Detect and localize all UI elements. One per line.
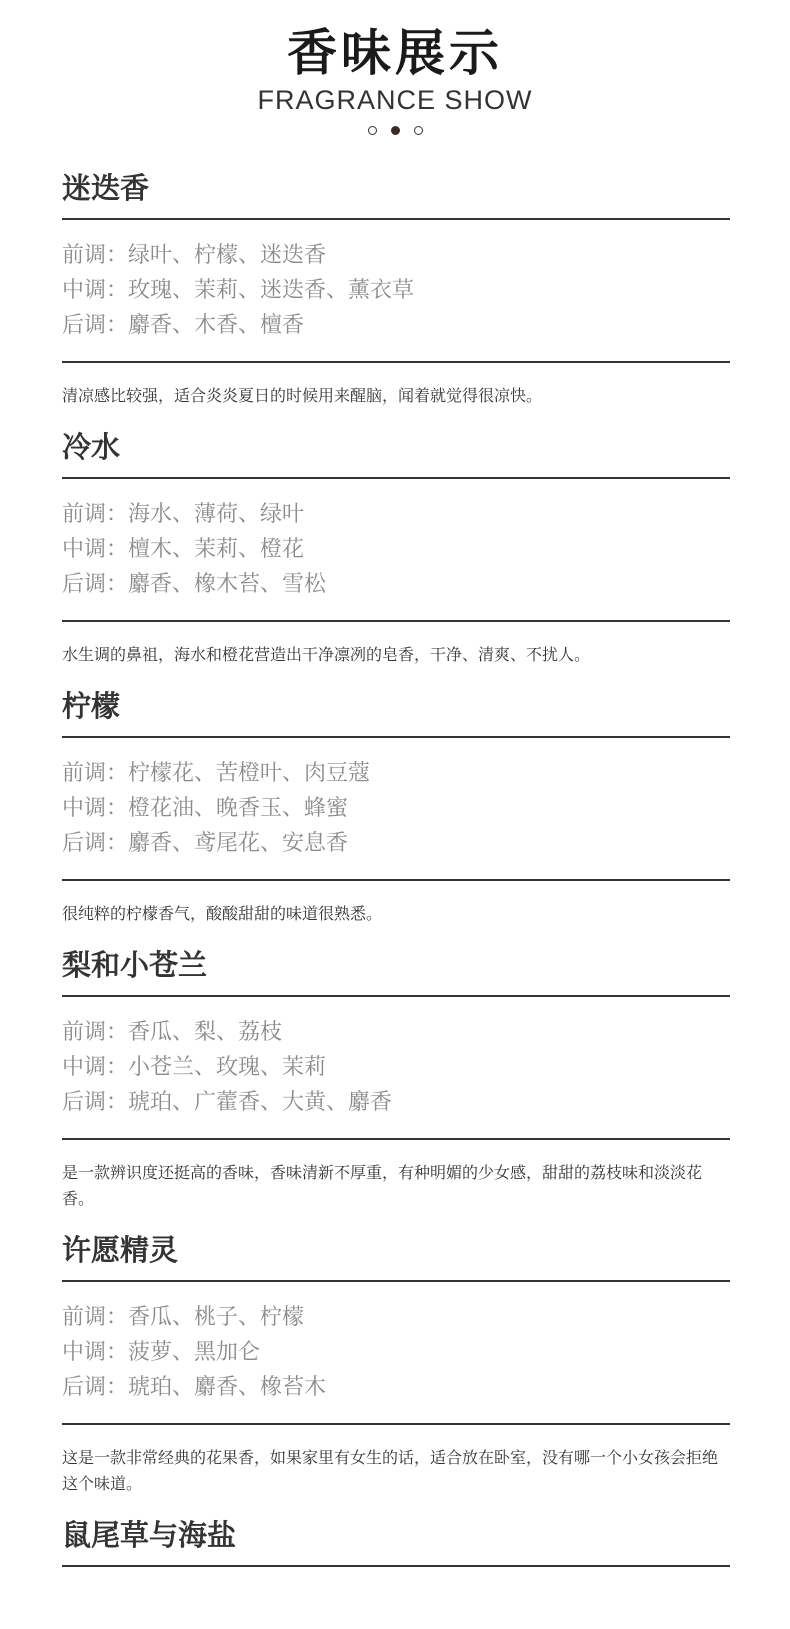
fragrance-description: 水生调的鼻祖，海水和橙花营造出干净凛冽的皂香，干净、清爽、不扰人。 — [62, 645, 591, 664]
fragrance-description: 很纯粹的柠檬香气，酸酸甜甜的味道很熟悉。 — [62, 904, 383, 923]
base-note: 后调：琥珀、广藿香、大黄、麝香 — [62, 1090, 393, 1115]
middle-note: 中调：橙花油、晚香玉、蜂蜜 — [62, 796, 349, 821]
page-subtitle: FRAGRANCE SHOW — [257, 85, 533, 115]
dot-filled-icon — [391, 126, 400, 135]
fragrance-description: 这是一款非常经典的花果香，如果家里有女生的话，适合放在卧室，没有哪一个小女孩会拒绝这个味道。 — [62, 1448, 719, 1493]
top-note: 前调：香瓜、桃子、柠檬 — [62, 1305, 305, 1330]
fragrance-notes — [62, 1282, 730, 1423]
top-note: 前调：香瓜、梨、荔枝 — [62, 1020, 283, 1045]
fragrance-section — [62, 945, 730, 1230]
base-note: 后调：麝香、橡木苔、雪松 — [62, 572, 327, 597]
base-note: 后调：麝香、木香、檀香 — [62, 313, 305, 338]
middle-note: 中调：菠萝、黑加仑 — [62, 1340, 261, 1365]
fragrance-notes — [62, 220, 730, 361]
fragrance-notes — [62, 479, 730, 620]
top-note: 前调：柠檬花、苦橙叶、肉豆蔻 — [62, 761, 371, 786]
fragrance-section — [62, 168, 730, 427]
fragrance-section — [62, 427, 730, 686]
base-note: 后调：琥珀、麝香、橡苔木 — [62, 1375, 327, 1400]
page-title: 香味展示 — [287, 24, 503, 82]
top-note: 前调：绿叶、柠檬、迷迭香 — [62, 243, 327, 268]
page-header — [0, 0, 790, 135]
dot-outline-icon — [368, 126, 377, 135]
middle-note: 中调：小苍兰、玫瑰、茉莉 — [62, 1055, 327, 1080]
fragrance-name: 冷水 — [62, 427, 730, 479]
middle-note: 中调：玫瑰、茉莉、迷迭香、薰衣草 — [62, 278, 415, 303]
top-note: 前调：海水、薄荷、绿叶 — [62, 502, 305, 527]
fragrance-name: 鼠尾草与海盐 — [62, 1515, 730, 1567]
decorative-dots — [0, 126, 790, 135]
fragrance-section — [62, 686, 730, 945]
fragrance-name: 梨和小苍兰 — [62, 945, 730, 997]
dot-outline-icon — [414, 126, 423, 135]
fragrance-notes — [62, 997, 730, 1138]
fragrance-description: 是一款辨识度还挺高的香味，香味清新不厚重，有种明媚的少女感，甜甜的荔枝味和淡淡花香。 — [62, 1163, 703, 1208]
middle-note: 中调：檀木、茉莉、橙花 — [62, 537, 305, 562]
base-note: 后调：麝香、鸢尾花、安息香 — [62, 831, 349, 856]
fragrance-name: 迷迭香 — [62, 168, 730, 220]
fragrance-section — [62, 1515, 730, 1567]
fragrance-list — [62, 168, 730, 1567]
fragrance-name: 柠檬 — [62, 686, 730, 738]
fragrance-section — [62, 1230, 730, 1515]
fragrance-name: 许愿精灵 — [62, 1230, 730, 1282]
fragrance-description: 清凉感比较强，适合炎炎夏日的时候用来醒脑，闻着就觉得很凉快。 — [62, 386, 543, 405]
fragrance-notes — [62, 738, 730, 879]
